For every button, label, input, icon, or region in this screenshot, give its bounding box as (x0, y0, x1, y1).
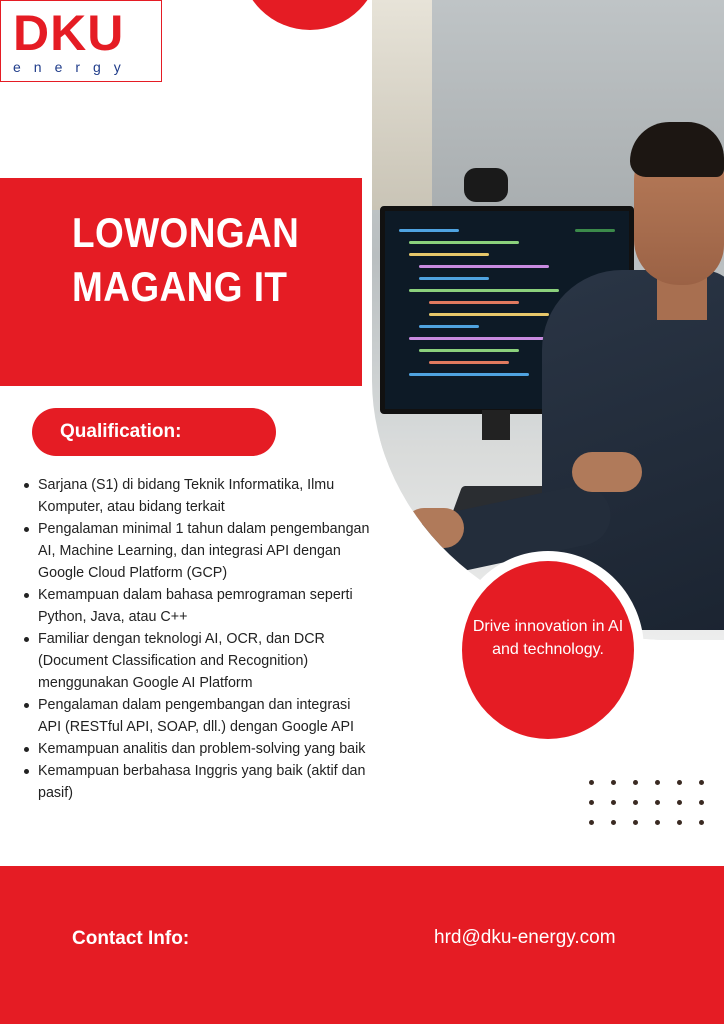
qualification-item: Kemampuan analitis dan problem-solving yang baik (24, 738, 372, 760)
qualification-heading: Qualification: (60, 421, 182, 442)
qualification-item: Sarjana (S1) di bidang Teknik Informatika, Ilmu Komputer, atau bidang terkait (24, 474, 372, 518)
tagline-badge (462, 561, 634, 739)
qualification-item: Kemampuan berbahasa Inggris yang baik (aktif dan pasif) (24, 760, 372, 804)
contact-email-link[interactable]: hrd@dku-energy.com (434, 927, 616, 948)
decorative-dot-grid (589, 780, 709, 830)
title-line-1: LOWONGAN (72, 209, 300, 256)
qualification-item: Pengalaman dalam pengembangan dan integrasi API (RESTful API, SOAP, dll.) dengan Google API (24, 694, 372, 738)
logo-wordmark: DKU (13, 5, 125, 61)
qualification-heading-pill (32, 408, 276, 456)
qualification-item: Familiar dengan teknologi AI, OCR, dan DCR (Document Classification and Recognition) menggunakan Google AI Platform (24, 628, 372, 694)
page-title (72, 206, 318, 314)
logo-subtitle: energy (13, 59, 134, 75)
footer-bar (0, 866, 724, 1024)
tagline-text: Drive innovation in AI and technology. (472, 618, 624, 658)
title-banner (0, 178, 362, 386)
qualification-item: Kemampuan dalam bahasa pemrograman seperti Python, Java, atau C++ (24, 584, 372, 628)
qualification-item: Pengalaman minimal 1 tahun dalam pengembangan AI, Machine Learning, dan integrasi API dengan Google Cloud Platform (GCP) (24, 518, 372, 584)
decorative-top-circle (240, 0, 380, 30)
qualification-list (24, 474, 372, 804)
hero-photo-developer (372, 0, 724, 640)
webcam-shape (464, 168, 508, 202)
contact-label: Contact Info: (72, 928, 190, 949)
dku-energy-logo (0, 0, 162, 82)
title-line-2: MAGANG IT (72, 263, 288, 310)
